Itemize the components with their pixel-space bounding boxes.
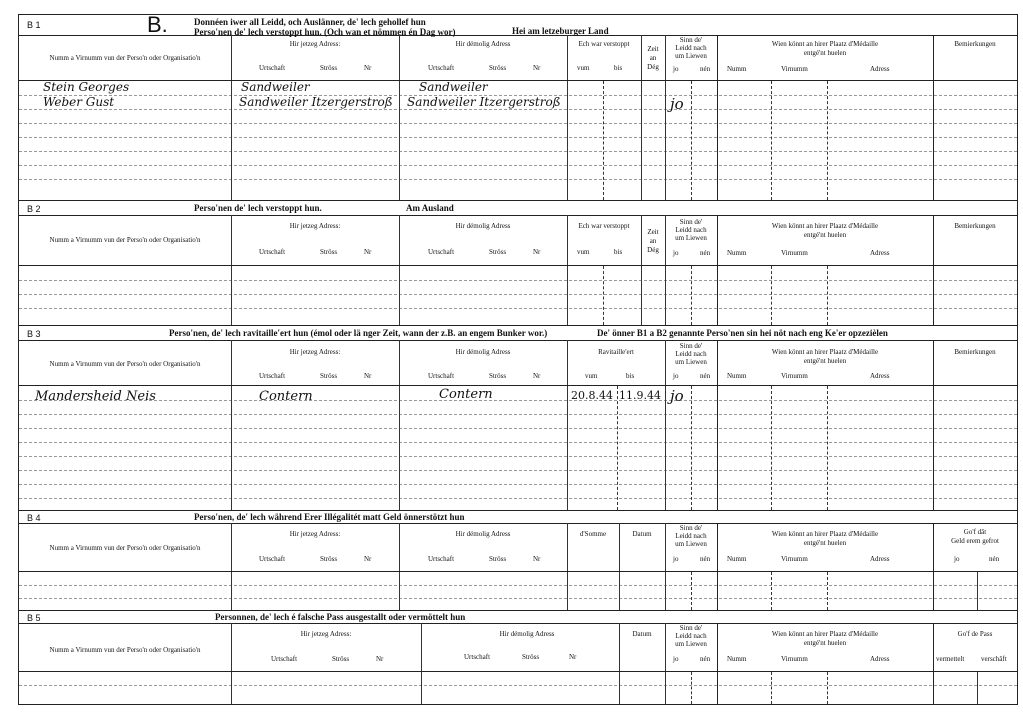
col-hidden: Ech war verstoppt xyxy=(578,222,630,230)
column-header xyxy=(19,215,1017,266)
col-number: Nr xyxy=(533,248,541,256)
col-medal-address: Adress xyxy=(870,555,890,563)
col-street: Ströss xyxy=(320,64,338,72)
col-until: bis xyxy=(614,248,623,256)
col-medal-first: Virnumm xyxy=(781,372,808,380)
col-former-address: Hir démolig Adress xyxy=(455,530,511,538)
col-medal xyxy=(717,348,933,366)
col-former-address: Hir démolig Adress xyxy=(455,222,511,230)
col-street: Ströss xyxy=(489,248,507,256)
col-alive-2: Leidd nach xyxy=(675,226,707,234)
col-number: Nr xyxy=(533,555,541,563)
section-b4-rows xyxy=(19,572,1017,610)
section-code: B 1 xyxy=(27,20,41,30)
section-b3-rows xyxy=(19,386,1017,510)
col-street: Ströss xyxy=(332,655,350,663)
col-locality: Urtschaft xyxy=(259,555,286,563)
col-medal xyxy=(717,40,933,58)
col-money-returned-2: Geld erem gefrot xyxy=(951,537,999,545)
col-issued: vermettelt xyxy=(936,655,965,663)
col-former-address: Hir démolig Adress xyxy=(499,630,555,638)
section-code: B 3 xyxy=(27,329,41,339)
col-alive-3: um Liewen xyxy=(675,358,707,366)
col-no: nén xyxy=(700,555,711,563)
col-sum: d'Somme xyxy=(579,530,607,538)
col-alive-2: Leidd nach xyxy=(675,44,707,52)
col-former-address: Hir démolig Adress xyxy=(455,348,511,356)
col-medal-1: Wien könnt an hirer Plaatz d'Médaille xyxy=(771,40,879,48)
col-time: Zeit xyxy=(647,228,659,236)
section-title: Perso'nen, de' lech ravitaille'ert hun (émol oder lä nger Zeit, wann der z.B. an engem Bunker wor.) xyxy=(169,328,548,338)
col-money-returned-1: Go'f dât xyxy=(963,528,987,536)
col-alive xyxy=(665,624,717,648)
section-b4 xyxy=(18,510,1018,610)
col-medal-1: Wien könnt an hirer Plaatz d'Médaille xyxy=(771,530,879,538)
col-money-returned xyxy=(933,528,1017,546)
col-alive-1: Sinn de' xyxy=(679,218,703,226)
col-medal-1: Wien könnt an hirer Plaatz d'Médaille xyxy=(771,630,879,638)
col-from: vum xyxy=(577,248,590,256)
column-header xyxy=(19,623,1017,672)
col-medal-1: Wien könnt an hirer Plaatz d'Médaille xyxy=(771,222,879,230)
col-pass-given: Go'f de Pass xyxy=(957,630,993,638)
section-title: Perso'nen de' lech verstoppt hun. xyxy=(194,203,322,213)
col-alive-3: um Liewen xyxy=(675,52,707,60)
section-title xyxy=(194,17,456,37)
entry-until: 11.9.44 xyxy=(619,389,661,402)
col-number: Nr xyxy=(533,64,541,72)
col-medal-name: Numm xyxy=(727,65,747,73)
col-current-address: Hir jetzeg Adress: xyxy=(289,530,341,538)
col-number: Nr xyxy=(364,372,372,380)
title-line-1: Donnéen iwer all Leidd, och Auslänner, de' lech gehollef hun xyxy=(194,17,426,27)
col-time: Zeit xyxy=(647,45,659,53)
col-alive xyxy=(665,524,717,548)
col-from: vum xyxy=(585,372,598,380)
entry-name: Mandersheid Neis xyxy=(35,389,156,404)
section-b1 xyxy=(18,14,1018,200)
column-header xyxy=(19,340,1017,386)
col-medal xyxy=(717,630,933,648)
col-date: Datum xyxy=(632,630,652,638)
col-medal-2: entgé'nt huelen xyxy=(803,639,847,647)
col-yes: jo xyxy=(673,65,679,73)
col-number: Nr xyxy=(376,655,384,663)
col-medal-address: Adress xyxy=(870,655,890,663)
col-current-address: Hir jetzeg Adress: xyxy=(289,222,341,230)
col-remarks: Bemierkungen xyxy=(954,40,996,48)
col-medal-first: Virnumm xyxy=(781,555,808,563)
col-street: Ströss xyxy=(489,64,507,72)
col-street: Ströss xyxy=(320,555,338,563)
col-locality: Urtschaft xyxy=(428,64,455,72)
col-name: Numm a Virnumm vun der Perso'n oder Organisatio'n xyxy=(49,54,201,62)
col-remarks: Bemierkungen xyxy=(954,348,996,356)
section-code: B 2 xyxy=(27,204,41,214)
col-medal-1: Wien könnt an hirer Plaatz d'Médaille xyxy=(771,348,879,356)
entry-alive: jo xyxy=(670,95,684,113)
section-b5 xyxy=(18,610,1018,705)
col-remarks: Bemierkungen xyxy=(954,222,996,230)
col-number: Nr xyxy=(569,653,577,661)
section-b4-header xyxy=(19,510,1017,524)
col-medal-name: Numm xyxy=(727,655,747,663)
col-name: Numm a Virnumm vun der Perso'n oder Organisatio'n xyxy=(49,646,201,654)
col-yes: jo xyxy=(954,555,960,563)
col-alive xyxy=(665,36,717,60)
column-header xyxy=(19,523,1017,572)
col-medal-first: Virnumm xyxy=(781,655,808,663)
col-no: nén xyxy=(700,65,711,73)
section-note: De' önner B1 a B2 genannte Perso'nen sin hei nöt nach eng Ke'er opzezièlen xyxy=(597,328,888,338)
col-number: Nr xyxy=(364,248,372,256)
col-no: nén xyxy=(700,655,711,663)
col-alive-1: Sinn de' xyxy=(679,624,703,632)
col-locality: Urtschaft xyxy=(259,248,286,256)
col-locality: Urtschaft xyxy=(428,555,455,563)
col-alive xyxy=(665,342,717,366)
section-b2 xyxy=(18,200,1018,325)
section-b5-rows xyxy=(19,672,1017,704)
entry-alive: jo xyxy=(670,387,684,405)
col-medal-first: Virnumm xyxy=(781,65,808,73)
section-b5-header xyxy=(19,610,1017,624)
col-current-address: Hir jetzeg Adress: xyxy=(289,40,341,48)
section-code: B 4 xyxy=(27,513,41,523)
col-medal-2: entgé'nt huelen xyxy=(803,539,847,547)
col-medal-first: Virnumm xyxy=(781,249,808,257)
section-code: B 5 xyxy=(27,613,41,623)
col-yes: jo xyxy=(673,655,679,663)
entry-name: Stein Georges xyxy=(43,80,130,94)
col-street: Ströss xyxy=(320,372,338,380)
col-on: an xyxy=(649,237,657,245)
entry-former-locality: Contern xyxy=(439,387,493,402)
entry-current-street: Sandweiler Itzergerstroß xyxy=(239,95,393,109)
col-no: nén xyxy=(989,555,1000,563)
col-name: Numm a Virnumm vun der Perso'n oder Organisatio'n xyxy=(49,360,201,368)
col-current-address: Hir jetzeg Adress: xyxy=(289,348,341,356)
col-number: Nr xyxy=(364,555,372,563)
col-street: Ströss xyxy=(320,248,338,256)
col-alive-1: Sinn de' xyxy=(679,342,703,350)
col-on: an xyxy=(649,54,657,62)
col-no: nén xyxy=(700,372,711,380)
col-medal-2: entgé'nt huelen xyxy=(803,49,847,57)
col-yes: jo xyxy=(673,372,679,380)
section-b2-header xyxy=(19,200,1017,216)
column-header xyxy=(19,35,1017,81)
col-no: nén xyxy=(700,249,711,257)
form-letter: B. xyxy=(147,12,168,37)
section-title: Perso'nen, de' lech während Erer Illégalitét matt Geld önnerstötzt hun xyxy=(194,512,465,522)
col-hidden: Ech war verstoppt xyxy=(578,40,630,48)
col-medal xyxy=(717,222,933,240)
col-until: bis xyxy=(626,372,635,380)
col-date: Datum xyxy=(632,530,652,538)
entry-current-locality: Contern xyxy=(259,389,313,404)
col-alive-3: um Liewen xyxy=(675,640,707,648)
section-b1-rows xyxy=(19,81,1017,200)
col-alive xyxy=(665,218,717,242)
col-until: bis xyxy=(614,64,623,72)
col-medal xyxy=(717,530,933,548)
section-title: Personnen, de' lech é falsche Pass ausgestallt oder vermöttelt hun xyxy=(215,612,466,622)
title-line-2: Perso'nen de' lech verstoppt hun. (Och wan et nömmen én Dag wor) xyxy=(194,27,456,37)
col-made: verschâft xyxy=(981,655,1007,663)
entry-former-street: Sandweiler Itzergerstroß xyxy=(407,95,561,109)
col-medal-2: entgé'nt huelen xyxy=(803,231,847,239)
section-b3-header xyxy=(19,325,1017,341)
section-b2-rows xyxy=(19,266,1017,325)
col-medal-name: Numm xyxy=(727,555,747,563)
col-locality: Urtschaft xyxy=(464,653,491,661)
col-street: Ströss xyxy=(489,372,507,380)
col-locality: Urtschaft xyxy=(428,372,455,380)
section-place: Hei am letzeburger Land xyxy=(512,26,609,36)
col-days xyxy=(641,45,665,72)
col-name: Numm a Virnumm vun der Perso'n oder Organisatio'n xyxy=(49,236,201,244)
col-alive-3: um Liewen xyxy=(675,234,707,242)
col-alive-2: Leidd nach xyxy=(675,532,707,540)
entry-current-locality: Sandweiler xyxy=(241,80,310,94)
col-number: Nr xyxy=(364,64,372,72)
col-alive-1: Sinn de' xyxy=(679,36,703,44)
col-medal-2: entgé'nt huelen xyxy=(803,357,847,365)
col-locality: Urtschaft xyxy=(259,372,286,380)
section-place: Am Ausland xyxy=(406,203,454,213)
section-b1-header xyxy=(19,14,1017,36)
col-locality: Urtschaft xyxy=(428,248,455,256)
col-current-address: Hir jetzeg Adress: xyxy=(300,630,352,638)
col-medal-address: Adress xyxy=(870,65,890,73)
entry-from: 20.8.44 xyxy=(571,389,613,402)
col-medal-address: Adress xyxy=(870,372,890,380)
col-yes: jo xyxy=(673,555,679,563)
col-street: Ströss xyxy=(489,555,507,563)
col-former-address: Hir démolig Adress xyxy=(455,40,511,48)
col-alive-2: Leidd nach xyxy=(675,350,707,358)
entry-former-locality: Sandweiler xyxy=(419,80,488,94)
col-locality: Urtschaft xyxy=(259,64,286,72)
col-alive-1: Sinn de' xyxy=(679,524,703,532)
col-medal-name: Numm xyxy=(727,249,747,257)
col-days-label: Dég xyxy=(647,246,659,254)
col-supplied: Ravitaille'ert xyxy=(598,348,634,356)
col-days xyxy=(641,228,665,255)
col-medal-address: Adress xyxy=(870,249,890,257)
section-b3 xyxy=(18,325,1018,510)
col-street: Ströss xyxy=(522,653,540,661)
col-locality: Urtschaft xyxy=(271,655,298,663)
col-name: Numm a Virnumm vun der Perso'n oder Organisatio'n xyxy=(49,544,201,552)
col-from: vum xyxy=(577,64,590,72)
col-yes: jo xyxy=(673,249,679,257)
col-number: Nr xyxy=(533,372,541,380)
entry-name: Weber Gust xyxy=(43,95,115,109)
col-alive-3: um Liewen xyxy=(675,540,707,548)
col-medal-name: Numm xyxy=(727,372,747,380)
col-days-label: Dég xyxy=(647,63,659,71)
col-alive-2: Leidd nach xyxy=(675,632,707,640)
